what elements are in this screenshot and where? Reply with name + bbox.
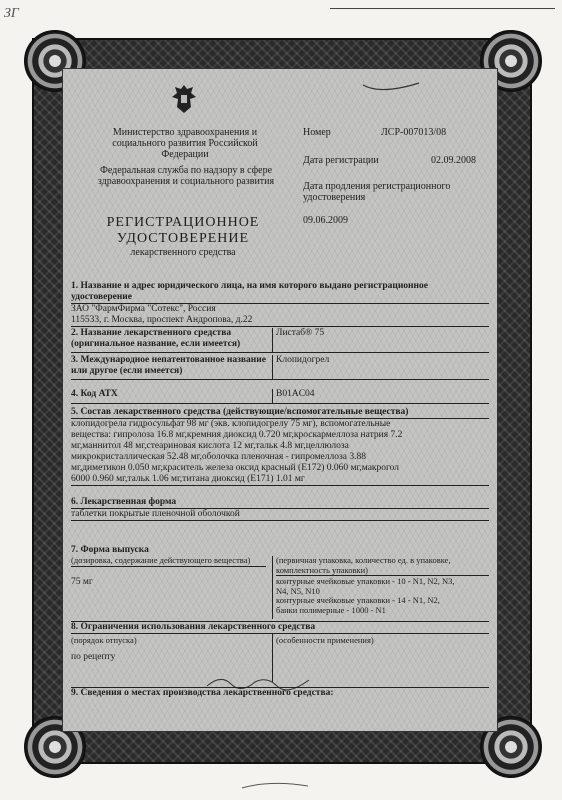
handwritten-mark: ЗГ	[4, 6, 19, 21]
pack-item: контурные ячейковые упаковки - 14 - N1, N2,	[276, 595, 440, 605]
section-title: 6. Лекарственная форма	[71, 497, 489, 509]
section-1	[71, 281, 489, 327]
coat-of-arms-icon	[171, 83, 197, 115]
dispense-order-label: (порядок отпуска)	[71, 635, 137, 645]
dose-column-header: (дозировка, содержание действующего вещества)	[71, 556, 266, 567]
section-7	[71, 545, 489, 619]
pen-mark-icon	[240, 778, 310, 792]
dosage-form: таблетки покрытые пленочной оболочкой	[71, 509, 489, 521]
number-value: ЛСР-007013/08	[381, 127, 447, 138]
number-label: Номер	[303, 127, 331, 138]
usage-specifics-label: (особенности применения)	[276, 635, 374, 645]
pen-mark-icon	[361, 81, 421, 95]
pack-item: N4, N5, N10	[276, 585, 320, 596]
section-title: 5. Состав лекарственного средства (действующие/вспомогательные вещества)	[71, 407, 489, 419]
dose-value: 75 мг	[71, 577, 93, 587]
certificate-body	[62, 68, 498, 732]
composition-line: мг,диметикон 0.050 мг,краситель железа оксид красный (E172) 0.060 мг,макрогол	[71, 463, 400, 473]
section-6	[71, 497, 489, 521]
section-2	[71, 328, 489, 353]
pack-column-header: (первичная упаковка, количество ед. в упаковке, комплектность упаковки)	[276, 556, 489, 576]
atc-label: 4. Код АТХ	[71, 389, 118, 399]
section-9	[71, 687, 489, 699]
pack-list	[276, 577, 489, 615]
drug-name-label: 2. Название лекарственного средства (оригинальное название, если имеется)	[71, 328, 241, 349]
applicant-address: 115533, г. Москва, проспект Андропова, д.22	[71, 315, 489, 327]
composition-line: микрокристаллическая 52.48 мг,оболочка пленочная - гипромеллоза 3.88	[71, 452, 366, 462]
renewal-label: Дата продления регистрационного удостоверения	[303, 181, 451, 203]
pack-item: контурные ячейковые упаковки - 10 - N1, N2, N3,	[276, 576, 455, 586]
document-title: РЕГИСТРАЦИОННОЕ	[106, 215, 260, 230]
renewal-value: 09.06.2009	[303, 215, 348, 226]
reg-date-label: Дата регистрации	[303, 155, 379, 166]
section-3	[71, 355, 489, 380]
inn-label: 3. Международное непатентованное название или другое (если имеется)	[71, 355, 266, 376]
top-edge-line	[330, 8, 555, 9]
section-title: 8. Ограничения использования лекарственного средства	[71, 622, 489, 634]
registration-number	[303, 127, 493, 138]
registration-date	[303, 155, 493, 166]
atc-value: B01AC04	[276, 389, 315, 399]
inn-value: Клопидогрел	[276, 355, 330, 365]
composition-line: мг,маннитол 48 мг,стеариновая кислота 12 мг,тальк 4.8 мг,целлюлоза	[71, 441, 349, 451]
dispense-order-value: по рецепту	[71, 652, 116, 662]
document-subtitle: лекарственного средства	[130, 247, 236, 258]
section-title: 7. Форма выпуска	[71, 545, 149, 555]
issuer-name: Министерство здравоохранения и социального развития Российской Федерации	[112, 127, 258, 160]
composition-line: клопидогрела гидросульфат 98 мг (экв. клопидогрелу 75 мг), вспомогательные	[71, 419, 391, 429]
composition-line: 6000 0.960 мг,тальк 1.06 мг,титана диоксид (E171) 1.01 мг	[71, 474, 489, 486]
section-4	[71, 389, 489, 404]
reg-date-value: 02.09.2008	[431, 155, 476, 166]
composition-line: вещества: гипролоза 16.8 мг,кремния диоксид 0.720 мг,кроскармеллоза натрия 7.2	[71, 430, 403, 440]
section-title: 1. Название и адрес юридического лица, на имя которого выдано регистрационное удостоверение	[71, 281, 489, 304]
agency-name: Федеральная служба по надзору в сфере здравоохранения и социального развития	[97, 165, 275, 187]
drug-name-value: Листаб® 75	[276, 328, 325, 338]
section-title: 9. Сведения о местах производства лекарственного средства:	[71, 688, 334, 698]
section-5	[71, 407, 489, 486]
pack-item: банки полимерные - 1000 - N1	[276, 604, 386, 615]
applicant-name: ЗАО "ФармФирма "Сотекс", Россия	[71, 304, 216, 314]
document-title: УДОСТОВЕРЕНИЕ	[116, 231, 250, 246]
